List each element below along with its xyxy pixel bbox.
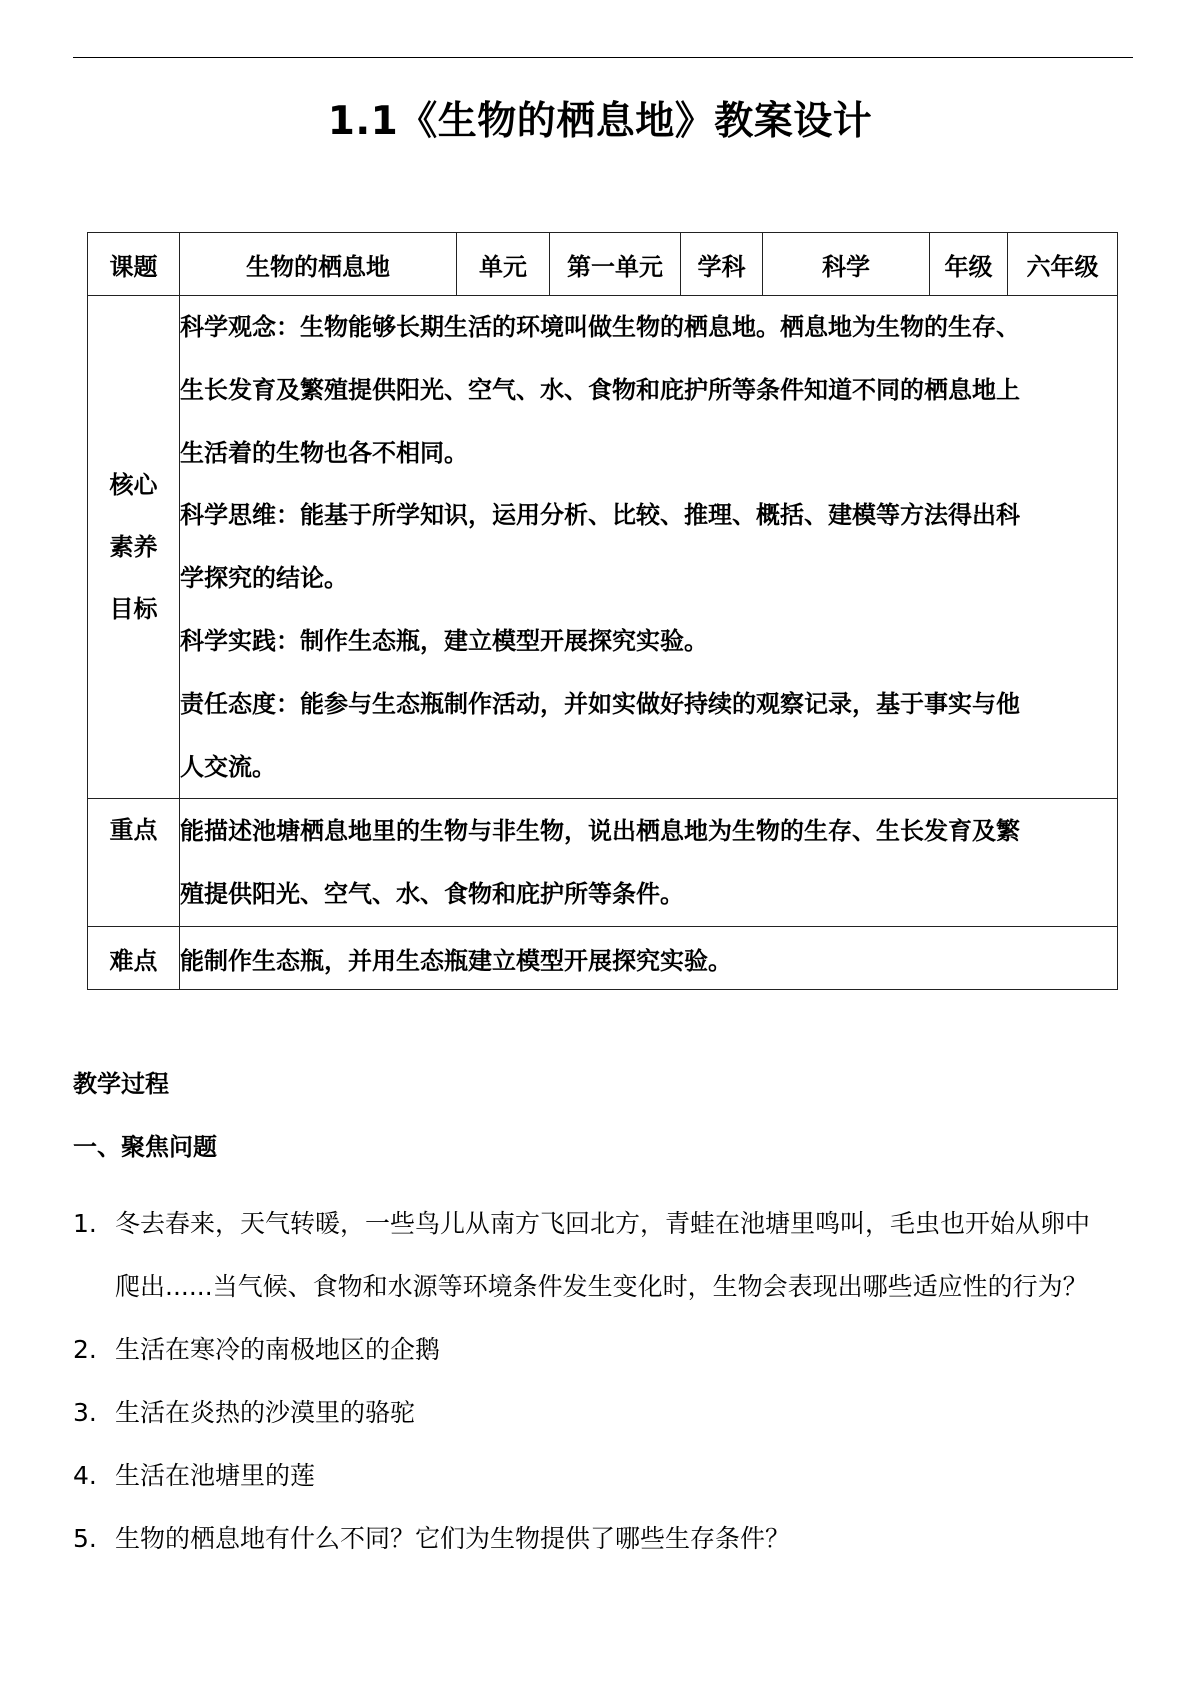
table-header-row — [88, 233, 1118, 296]
grade-label: 年级 — [930, 233, 1008, 296]
list-item-number: 1. — [73, 1209, 97, 1238]
goal-line: 责任态度：能参与生态瓶制作活动，并如实做好持续的观察记录，基于事实与他 — [180, 689, 1020, 718]
goals-label-line: 素养 — [109, 533, 158, 562]
key-point-line: 能描述池塘栖息地里的生物与非生物，说出栖息地为生物的生存、生长发育及繁 — [180, 817, 1020, 846]
list-item — [73, 1381, 1143, 1444]
goal-line: 科学思维：能基于所学知识，运用分析、比较、推理、概括、建模等方法得出科 — [180, 501, 1020, 530]
question-list — [73, 1192, 1143, 1570]
key-point-row — [88, 799, 1118, 927]
difficulty-label: 难点 — [88, 927, 180, 990]
topic-label: 课题 — [88, 233, 180, 296]
section-heading-focus: 一、聚焦问题 — [73, 1133, 217, 1161]
key-point-line: 殖提供阳光、空气、水、食物和庇护所等条件。 — [180, 879, 684, 908]
list-item-number: 5. — [73, 1524, 97, 1553]
process-heading: 教学过程 — [73, 1070, 169, 1098]
goal-line: 生长发育及繁殖提供阳光、空气、水、食物和庇护所等条件知道不同的栖息地上 — [180, 375, 1020, 404]
key-point-label: 重点 — [88, 799, 180, 927]
list-item — [73, 1507, 1143, 1570]
list-item-number: 2. — [73, 1335, 97, 1364]
unit-value: 第一单元 — [550, 233, 681, 296]
subject-label: 学科 — [681, 233, 763, 296]
header-rule — [73, 57, 1133, 58]
list-item-line: 生活在寒冷的南极地区的企鹅 — [115, 1335, 441, 1364]
list-item-line: 生物的栖息地有什么不同？它们为生物提供了哪些生存条件？ — [115, 1524, 791, 1553]
list-item-text — [115, 1444, 1143, 1507]
goal-line: 人交流。 — [180, 752, 276, 781]
list-item-line: 生活在池塘里的莲 — [115, 1461, 316, 1490]
subject-value: 科学 — [763, 233, 930, 296]
key-point-content — [180, 799, 1118, 927]
lesson-info-table — [87, 232, 1118, 990]
goals-content — [180, 296, 1118, 799]
unit-label: 单元 — [457, 233, 550, 296]
list-item-line: 冬去春来，天气转暖，一些鸟儿从南方飞回北方，青蛙在池塘里鸣叫，毛虫也开始从卵中 — [115, 1209, 1091, 1238]
list-item-text — [115, 1381, 1143, 1444]
list-item-line: 爬出......当气候、食物和水源等环境条件发生变化时，生物会表现出哪些适应性的行为？ — [115, 1272, 1088, 1301]
goal-line: 科学实践：制作生态瓶，建立模型开展探究实验。 — [180, 626, 708, 655]
topic-value: 生物的栖息地 — [180, 233, 457, 296]
list-item — [73, 1444, 1143, 1507]
document-title: 1.1《生物的栖息地》教案设计 — [327, 99, 873, 144]
list-item — [73, 1318, 1143, 1381]
goal-line: 科学观念：生物能够长期生活的环境叫做生物的栖息地。栖息地为生物的生存、 — [180, 313, 1020, 341]
goals-label-line: 目标 — [109, 595, 158, 624]
list-item-text — [115, 1318, 1143, 1381]
list-item-line: 生活在炎热的沙漠里的骆驼 — [115, 1398, 416, 1427]
goals-row — [88, 296, 1118, 799]
difficulty-content: 能制作生态瓶，并用生态瓶建立模型开展探究实验。 — [180, 927, 1118, 990]
list-item-text — [115, 1192, 1143, 1318]
difficulty-row — [88, 927, 1118, 990]
goal-line: 学探究的结论。 — [180, 564, 348, 593]
list-item — [73, 1192, 1143, 1318]
list-item-text — [115, 1507, 1143, 1570]
goals-label-line: 核心 — [109, 471, 158, 500]
goal-line: 生活着的生物也各不相同。 — [180, 438, 468, 467]
goals-label — [88, 296, 180, 799]
list-item-number: 3. — [73, 1398, 97, 1427]
grade-value: 六年级 — [1008, 233, 1118, 296]
list-item-number: 4. — [73, 1461, 97, 1490]
